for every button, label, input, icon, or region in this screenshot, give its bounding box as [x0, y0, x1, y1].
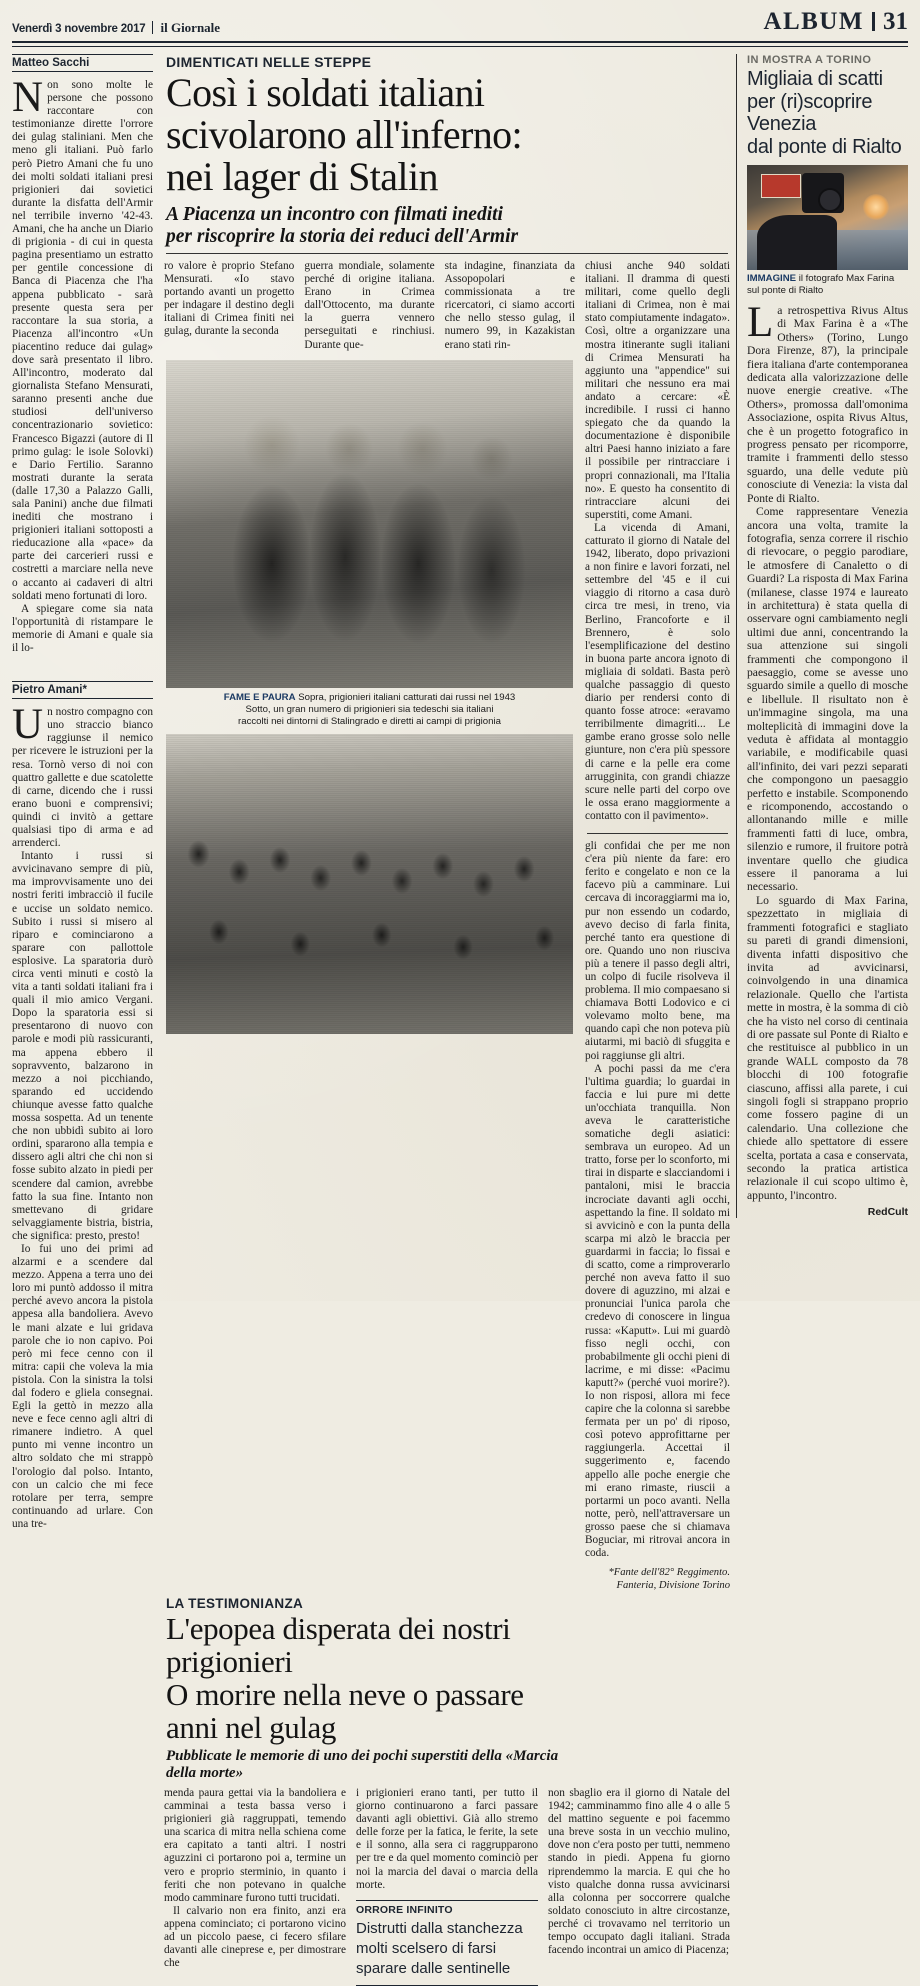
pullquote-kicker: ORRORE INFINITO — [356, 1903, 453, 1916]
subhead-line-1: A Piacenza un incontro con filmati inediti — [166, 204, 503, 225]
pullquote-text — [356, 1919, 538, 1979]
main-column — [158, 54, 736, 1986]
article-subhead — [166, 204, 730, 247]
caption-line-1: Sopra, prigionieri italiani catturati dai russi nel 1943 — [298, 691, 516, 703]
page-columns — [8, 54, 912, 1986]
photo-red-sign — [761, 174, 801, 198]
caption-lead: IMMAGINE — [747, 273, 797, 284]
headline-line-1: Così i soldati italiani — [166, 70, 485, 115]
lede-left-group — [164, 260, 575, 1592]
rail-headline-line-4: dal ponte di Rialto — [747, 135, 902, 158]
pullquote-line-3: sparare dalle sentinelle — [356, 1959, 511, 1977]
paragraph: A pochi passi da me c'era l'ultima guardia; lo guardai in faccia e lui pure mi dette un'occhiata tranquilla. Non aveva le caratteristiche somatiche degli asiatici: sembrava un europeo. Ad un tratto, forse per lo sconforto, mi tirai in disparte e slacciandomi i pantaloni, misi le braccia incrociate davanti agli occhi, aspettando la fine. Il soldato mi si avvicinò e con la punta della scarpa mi alzò le braccia per guardarmi in faccia; lo fissai e di scatto, come a rimproverarlo perché non aveva fatto il suo dovere di aguzzino, mi alzai e pronunciai l'unica parola che credevo di conoscere in lingua russa: «Kaputt». Lui mi guardò fisso negli occhi, con probabilmente gli occhi pieni di lacrime, e mi disse: «Pacimu kaputt?» (perché vuoi morire?). Io non risposi, allora mi fece capire che la colonna si sarebbe fermata per un po' di riposo, così potevo approfittarne per raggiungerla. Accettai il suggerimento e, facendo appello alle poche energie che mi erano rimaste, riuscii a portarmi un poco avanti. Nella notte, però, nell'attraversare un grosso paese che si chiamava Boguciar, mi ritrovai ancora in coda. — [585, 1062, 730, 1560]
testimony-col-1 — [164, 1787, 346, 1986]
byline-pietro-amani: Pietro Amani* — [12, 681, 153, 699]
article-signature — [585, 1567, 730, 1592]
headline-rule — [166, 253, 728, 254]
right-rail — [736, 54, 912, 1218]
pullquote-box — [356, 1900, 538, 1986]
paragraph: non sbaglio era il giorno di Natale del 1942; camminammo fino alle 4 o alle 5 del mattino seguente e poi facemmo una breve sosta in un vecchio mulino, dove non c'era posto per tutti, nemmeno stando in piedi. Appena fu giorno riprendemmo la marcia. E qui che ho visto qualche donna russa avvicinarsi alla colonna per soccorrere qualche soldato conosciuto in altre circostanze, perché ci trovavamo nel territorio un tempo occupato dagli italiani. Strada facendo incontrai un amico di Piacenza; — [548, 1787, 730, 1957]
subhead-line-2: per riscoprire la storia dei reduci dell'Armir — [166, 225, 519, 247]
left-column-body — [12, 74, 153, 655]
caption-line-3: raccolti nei dintorni di Stalingrado e diretti ai campi di prigionia — [238, 716, 501, 728]
paragraph: chiusi anche 940 soldati italiani. Il dramma di questi militari, come quello degli italiani di Crimea, non è mai stato compiutamente indagato». Così, oltre a organizzare una mostra itinerante sugli italiani di Crimea Mensurati ha aggiunto una "appendice" sui militari che nessuno era mai andato a cercare: «È incredibile. I russi ci hanno spiegato che da quando la documentazione è disponibile altri Paesi hanno iniziato a fare il possibile per rintracciare i propri connazionali, ma l'Italia no». E questo ha consentito di rintracciare alcuni dei superstiti, come Amani. — [585, 260, 730, 521]
article-kicker: DIMENTICATI NELLE STEPPE — [166, 54, 372, 70]
testimony-columns — [164, 1787, 730, 1986]
caption-line-2: Sotto, un gran numero di prigionieri sia tedeschi sia italiani — [245, 703, 494, 715]
paragraph: La vicenda di Amani, catturato il giorno di Natale del 1942, liberato, dopo privazioni a non finire e lavori forzati, nel settembre del '45 e il cui viaggio di ritorno a casa durò circa tre mesi, in treno, via Berlino, Francoforte e il Brennero, è solo l'esemplificazione del destino in buona parte ancora ignoto di migliaia di soldati. Basta però qualche passaggio di questo diario per rendersi conto di quanto fosse atroce: «eravamo terribilmente dimagriti... Le gambe erano grosse solo nelle giunture, non c'era più spessore di carne e la pelle era come arrugginita, con grandi chiazze scure nelle parti del corpo ove le ossa erano maggiormente a contatto con il pavimento». — [585, 521, 730, 822]
headline-line-3: nei lager di Stalin — [166, 154, 438, 199]
testimony-headline — [166, 1612, 575, 1744]
pullquote-line-2: molti scelsero di farsi — [356, 1939, 497, 1957]
testimony-header — [164, 1596, 575, 1782]
section-divider — [872, 12, 875, 31]
testimony-col-2 — [356, 1787, 538, 1892]
caption-text: il fotografo Max Farina sul ponte di Rialto — [747, 273, 895, 296]
paragraph: gli confidai che per me non c'era più niente da fare: ero ferito e congelato e non ce la facevo più a camminare. Lui cercava di incoraggiarmi ma io, pur non essendo un codardo, avevo deciso di farla finita, perché tanto era questione di ore. Quando uno non riusciva più a tenere il passo degli altri, un colpo di fucile risolveva il problema. Il mio compaesano si chiamava Botti Lodovico e ci volevamo molto bene, ma quando capì che non poteva più aiutarmi, mi baciò di sfuggita e poi raggiunse gli altri. — [585, 840, 730, 1062]
photo-sunset — [863, 194, 889, 220]
page-title — [166, 72, 730, 198]
masthead-rule — [12, 41, 908, 47]
rail-headline-line-1: Migliaia di scatti — [747, 68, 883, 90]
photo-prisoners-1943 — [166, 360, 573, 688]
photo-photographer-arm — [757, 215, 838, 270]
pullquote-line-1: Distrutti dalla stanchezza — [356, 1919, 523, 1937]
lede-columns — [164, 260, 730, 1592]
rail-headline-line-3: Venezia — [747, 113, 817, 135]
masthead-right — [763, 8, 908, 36]
photo-stalingrad-column — [166, 734, 573, 1034]
headline-line-2: scivolarono all'inferno: — [166, 112, 523, 157]
testimony-col-4 — [585, 840, 730, 1560]
paragraph: i prigionieri erano tanti, per tutto il giorno continuarono a farci passare davanti agli obiettivi. Già allo stremo delle forze per la fatica, le ferite, la sete e il sonno, alla sera ci raggrupparono per tre e da quel momento cominciò per noi la marcia del davai o marcia della morte. — [356, 1787, 538, 1891]
publication-date: Venerdì 3 novembre 2017 — [12, 23, 146, 35]
masthead-divider — [152, 21, 153, 34]
testimony-kicker: LA TESTIMONIANZA — [166, 1596, 304, 1611]
lede-col-4 — [585, 260, 730, 1592]
paragraph: Intanto i russi si avvicinavano sempre di più, ma improvvisamente uno dei nostri feriti imbracciò il fucile e uccise un soldato nemico. Subito i russi si misero al riparo e cominciarono a sparare con pallottole esplosive. La sparatoria durò circa venti minuti e costò la vita a tanti soldati italiani fra i quali il mio amico Vergani. Dopo la sparatoria essi si presentarono di nuovo con parole e modi più rassicuranti, ma appena ebbero il sopravvento, balzarono in mezzo a noi picchiando, sparando ed uccidendo chiunque avesse fatto qualche mossa sospetta. Ad un tenente che non ubbidì subito ai loro ordini, spararono alla tempia e dissero agli altri che chi non si fosse subito alzato in piedi per scendere dal camion, avrebbe fatto la sua fine. Intanto non smettevano di gridare selvaggiamente bistria, bistria, che significa: presto, presto! — [12, 850, 153, 1242]
photo-caption-top — [166, 692, 573, 729]
left-column-lower-body — [12, 701, 153, 1531]
signature-line-2: Fanteria, Divisione Torino — [616, 1579, 730, 1591]
lede-col-1 — [164, 260, 294, 352]
byline-matteo-sacchi: Matteo Sacchi — [12, 54, 153, 72]
paragraph: sta indagine, finanziata da Assopopolari e commissionata a tre ricercatori, ci siamo accorti che nello stesso gulag, il numero 99, in Kazakistan erano stati rin- — [444, 260, 575, 351]
left-column — [8, 54, 158, 1531]
testimony-headline-line-2: O morire nella neve o passare anni nel gulag — [166, 1677, 524, 1745]
testimony-subhead: Pubblicate le memorie di uno dei pochi superstiti della «Marcia della morte» — [166, 1748, 559, 1781]
paragraph: Come rappresentare Venezia ancora una volta, tramite la fotografia, senza correre il rischio di rievocare, o peggio parodiare, le atmosfere di Canaletto o di Guardi? La risposta di Max Farina (milanese, classe 1974 e laureato in architettura) è stata quella di osservare ogni cambiamento negli ultimi due anni, concentrando la sua attenzione sui singoli frammenti che compongono il paesaggio, come se avesse uno sguardo simile a quello di mosche e libellule. Il risultato non è un'immagine singola, ma una molteplicità di immagini dove la veduta è affidata al montaggio variabile, e modificabile quasi all'infinito, dei vari pezzi separati che compongono un paesaggio perfetto e instabile. Scomponendo e ricomponendo, accostando o allontanando mille e mille frammenti fatti di luce, ombra, silenzio e rumore, il fruitore potrà inventare quello che giudica essere il panorama a lui necessario. — [747, 505, 908, 894]
publication-name: il Giornale — [160, 20, 221, 35]
masthead-left — [12, 19, 220, 36]
paragraph: guerra mondiale, solamente perché di origine italiana. Erano in Crimea dall'Ottocento, ma durante la guerra vennero perseguitati e rinchiusi. Durante que- — [304, 260, 435, 351]
section-title: ALBUM — [763, 8, 864, 35]
paragraph: Non sono molte le persone che possono raccontare con testimonianze dirette l'orrore dei gulag staliniani. Men che meno gli italiani. Può farlo però Pietro Amani che fu uno dei molti soldati italiani presi prigionieri dai sovietici durante la disfatta dell'Armir nel terribile inverno '42-43. Amani, che ha anche un Diario di prigionia - di cui in questa pagina presentiamo un estratto per gentile concessione di Banca di Piacenza che l'ha appena pubblicato - sarà presente questa sera per raccontare la sua storia, a Piacenza all'incontro «Un piacentino reduce dai gulag» dove sarà presentato il libro. All'incontro, moderato dal giornalista Stefano Mensurati, saranno presenti anche due studiosi dell'universo concentrazionario sovietico: Francesco Bigazzi (autore di Il primo gulag: le isole Solovki) e Dario Fertilio. Saranno mostrati durante la serata (dalle 17,30 a Palazzo Galli, sala Panini) anche due filmati inediti che mostrano i prigionieri italiani sottoposti a rieducazione alla «pace» da parte dei carcerieri russi e costretti a marciare nella neve o accanto ai cadaveri di altri soldati meno fortunati di loro. — [12, 74, 153, 602]
paragraph: A spiegare come sia nata l'opportunità di ristampare le memorie di Amani e quale sia il lo- — [12, 602, 153, 655]
rail-headline-line-2: per (ri)scoprire — [747, 90, 873, 113]
paragraph: menda paura gettai via la bandoliera e camminai a testa bassa verso i prigionieri già raggruppati, temendo una scarica di mitra nella schiena come era capitato a tanti altri. I nostri aguzzini ci portarono poi a, termine un vero e proprio sterminio, in quanto i feriti che non potevano in qualche modo camminare furono tutti trucidati. — [164, 1787, 346, 1904]
photo-max-farina-rialto — [747, 165, 908, 270]
testimony-headline-line-1: L'epopea disperata dei nostri prigionieri — [166, 1611, 511, 1679]
testimony-col-2-wrap — [356, 1787, 538, 1986]
paragraph: ro valore è proprio Stefano Mensurati. «Io stavo portando avanti un progetto per indagare il destino degli italiani di Crimea finiti nei gulag, durante la seconda — [164, 260, 295, 338]
testimony-col-3 — [548, 1787, 730, 1986]
paragraph: La retrospettiva Rivus Altus di Max Farina è a «The Others» (Torino, Lungo Dora Firenze, 87), la principale fiera italiana d'arte contemporanea dedicata alla valorizzazione delle nuove energie creative. «The Others», promossa dall'omonima Associazione, ospita Rivus Altus, che è un progetto fotografico in progress pensato per ricomporre, tramite i frammenti dello stesso sguardo, una delle vedute più conosciute di Venezia: la vista dal Ponte di Rialto. — [747, 299, 908, 505]
rail-signature: RedCult — [867, 1206, 908, 1219]
paragraph: Lo sguardo di Max Farina, spezzettato in migliaia di frammenti fotografici e stagliato su pareti di grandi dimensioni, diventa infatti dispositivo che invita ad avvicinarsi, coinvolgendo in una dinamica relazionale. Quello che l'artista mette in mostra, è la somma di ciò che ha visto nel corso di centinaia di ore passate sul Ponte di Rialto e che restituisce al pubblico in un grande WALL composto da 78 blocchi di 100 fotografie ciascuno, affissi alla parete, i cui singoli fogli si strappano proprio come fossero pagine di un calendario. Una collezione che chiede allo spettatore di essere scelta, portata a casa e conservata, secondo la pratica artistica relazionale il cui scopo ultimo è, appunto, l'incontro. — [747, 893, 908, 1202]
page-number: 31 — [883, 8, 908, 35]
lede-col-4-body — [585, 260, 730, 823]
lede-col-3 — [445, 260, 575, 352]
photo-texture — [166, 734, 573, 1034]
signature-line-1: *Fante dell'82° Reggimento. — [608, 1567, 730, 1579]
paragraph: Un nostro compagno con uno straccio bianco raggiunse il nemico per ricevere le istruzioni per la resa. Tornò verso di noi con quattro gallette e due scatolette di carne, dicendo che i russi erano buoni e comprensivi; quindi ci invitò a gettare qualsiasi tipo di arma e ad arrenderci. — [12, 701, 153, 850]
rail-headline — [747, 68, 908, 158]
paragraph: Il calvario non era finito, anzi era appena cominciato; ci portarono vicino ad un piccolo paese, ci fecero sfilare davanti alle cineprese e, per dimostrare che — [164, 1904, 346, 1970]
rail-photo-caption — [747, 273, 908, 297]
column-rule — [587, 833, 728, 834]
caption-lead: FAME E PAURA — [223, 691, 296, 703]
paragraph: Io fui uno dei primi ad alzarmi e a scendere dal mezzo. Appena a terra uno dei loro mi puntò addosso il mitra perché avevo ancora la pistola appesa alla bandoliera. Avevo le mani alzate e lui gridava parole che io non capivo. Poi però mi fece cenno con il mitra: capii che voleva la mia pistola. Con la sinistra la tolsi dal fodero e gliela consegnai. Egli la gettò in mezzo alla neve e fece cenno agli altri di rimanere indietro. A quel punto mi venne incontro un altro soldato che mi strappò l'orologio dal polso. Intanto, con un calcio che mi fece rotolare per terra, sempre continuando ad urlare. Con una tre- — [12, 1242, 153, 1530]
masthead — [8, 0, 912, 38]
lede-three-columns — [164, 260, 575, 352]
rail-kicker: IN MOSTRA A TORINO — [747, 54, 872, 66]
photo-halftone — [166, 360, 573, 688]
camera-lens-icon — [818, 188, 842, 212]
lede-col-2 — [304, 260, 434, 352]
rail-body — [747, 299, 908, 1202]
